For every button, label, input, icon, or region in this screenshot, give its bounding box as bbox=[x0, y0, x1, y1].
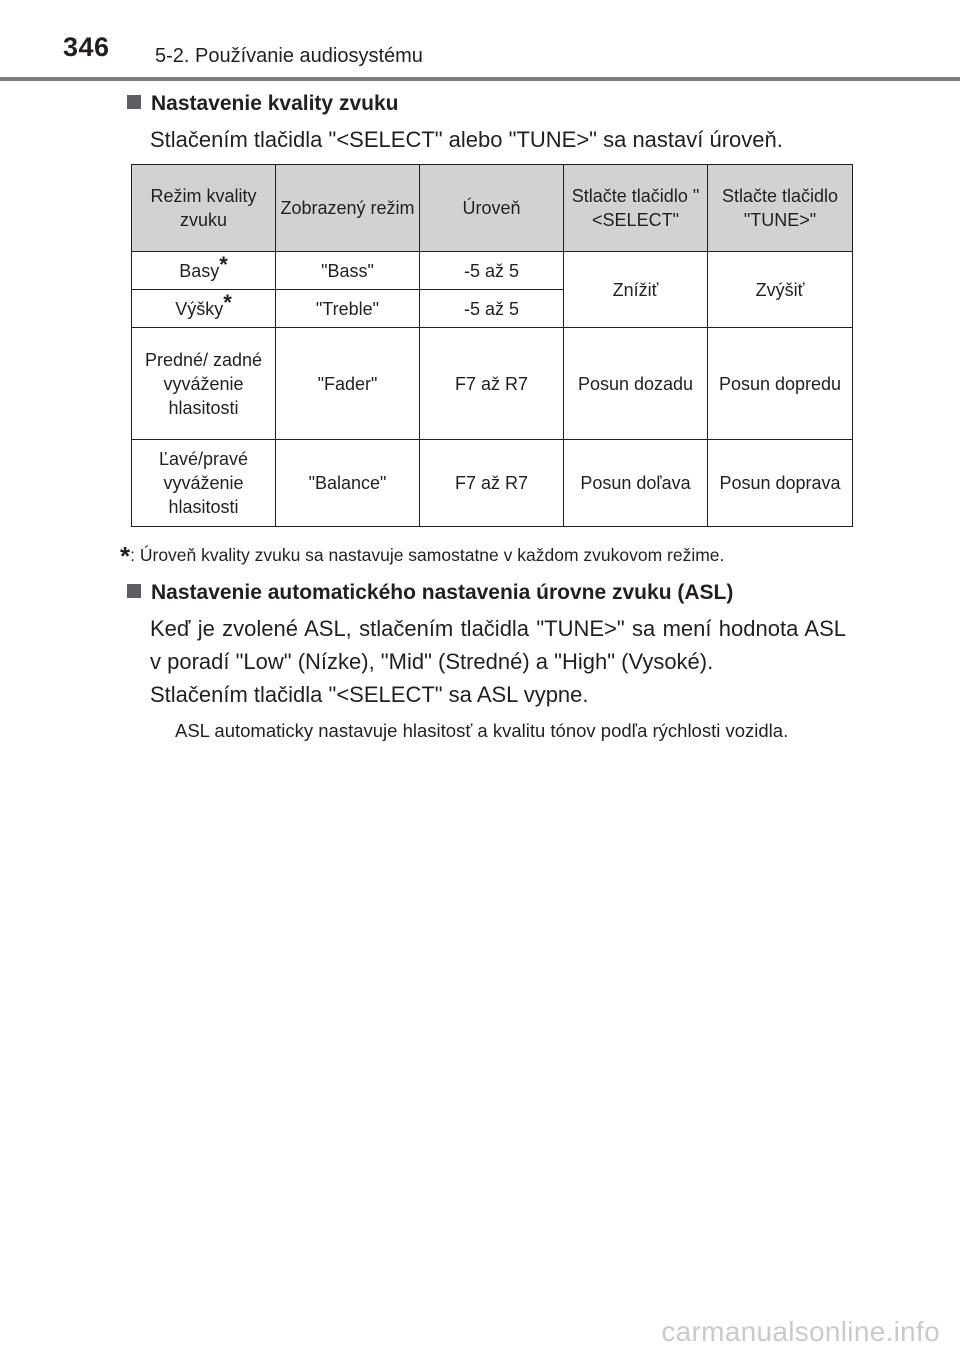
page-header bbox=[0, 0, 960, 80]
cell-display: "Balance" bbox=[276, 440, 420, 527]
asl-off-paragraph: Stlačením tlačidla "<SELECT" sa ASL vypne. bbox=[150, 682, 589, 707]
header-cell-level: Úroveň bbox=[420, 165, 564, 252]
cell-select-merged: Znížiť bbox=[564, 252, 708, 328]
table-row bbox=[132, 440, 853, 527]
cell-tune: Posun doprava bbox=[708, 440, 853, 527]
cell-display: "Treble" bbox=[276, 290, 420, 328]
footnote-text: : Úroveň kvality zvuku sa nastavuje samostatne v každom zvukovom režime. bbox=[130, 545, 725, 565]
cell-mode: Ľavé/pravé vyváženie hlasitosti bbox=[132, 440, 276, 527]
table-row bbox=[132, 328, 853, 440]
header-cell-select: Stlačte tlačidlo "<SELECT" bbox=[564, 165, 708, 252]
cell-select: Posun doľava bbox=[564, 440, 708, 527]
watermark: carmanualsonline.info bbox=[661, 1316, 940, 1347]
section-heading-sound-quality bbox=[127, 92, 398, 116]
footnote-asterisk: * bbox=[120, 541, 131, 571]
asl-paragraph: Keď je zvolené ASL, stlačením tlačidla "TUNE>" sa mení hodnota ASL v poradí "Low" (Nízke), "Mid" (Stredné) a "High" (Vysoké). bbox=[150, 616, 846, 674]
cell-select: Posun dozadu bbox=[564, 328, 708, 440]
cell-level: F7 až R7 bbox=[420, 328, 564, 440]
table-row bbox=[132, 252, 853, 290]
table-header-row bbox=[132, 165, 853, 252]
mode-text: Basy bbox=[179, 261, 220, 281]
header-divider bbox=[0, 77, 960, 81]
mode-text: Výšky bbox=[175, 299, 224, 319]
cell-tune-merged: Zvýšiť bbox=[708, 252, 853, 328]
cell-mode: Predné/ zadné vyváženie hlasitosti bbox=[132, 328, 276, 440]
section-heading-text: Nastavenie automatického nastavenia úrovne zvuku (ASL) bbox=[151, 581, 734, 604]
asterisk-mark: * bbox=[223, 290, 232, 315]
cell-level: F7 až R7 bbox=[420, 440, 564, 527]
page-number: 346 bbox=[63, 32, 110, 62]
asterisk-mark: * bbox=[219, 252, 228, 277]
cell-tune: Posun dopredu bbox=[708, 328, 853, 440]
square-bullet-icon bbox=[127, 584, 141, 598]
asl-note: ASL automaticky nastavuje hlasitosť a kvalitu tónov podľa rýchlosti vozidla. bbox=[175, 720, 789, 741]
sound-quality-intro: Stlačením tlačidla "<SELECT" alebo "TUNE>" sa nastaví úroveň. bbox=[150, 127, 783, 152]
cell-level: -5 až 5 bbox=[420, 290, 564, 328]
cell-mode bbox=[132, 252, 276, 290]
table-footnote bbox=[120, 537, 725, 571]
header-cell-display: Zobrazený režim bbox=[276, 165, 420, 252]
section-heading-text: Nastavenie kvality zvuku bbox=[151, 92, 399, 115]
header-cell-mode: Režim kvality zvuku bbox=[132, 165, 276, 252]
header-cell-tune: Stlačte tlačidlo "TUNE>" bbox=[708, 165, 853, 252]
cell-mode bbox=[132, 290, 276, 328]
cell-display: "Bass" bbox=[276, 252, 420, 290]
section-heading-asl bbox=[127, 581, 733, 605]
chapter-title: 5-2. Používanie audiosystému bbox=[155, 45, 423, 67]
square-bullet-icon bbox=[127, 95, 141, 109]
cell-display: "Fader" bbox=[276, 328, 420, 440]
sound-quality-table bbox=[131, 164, 853, 527]
cell-level: -5 až 5 bbox=[420, 252, 564, 290]
